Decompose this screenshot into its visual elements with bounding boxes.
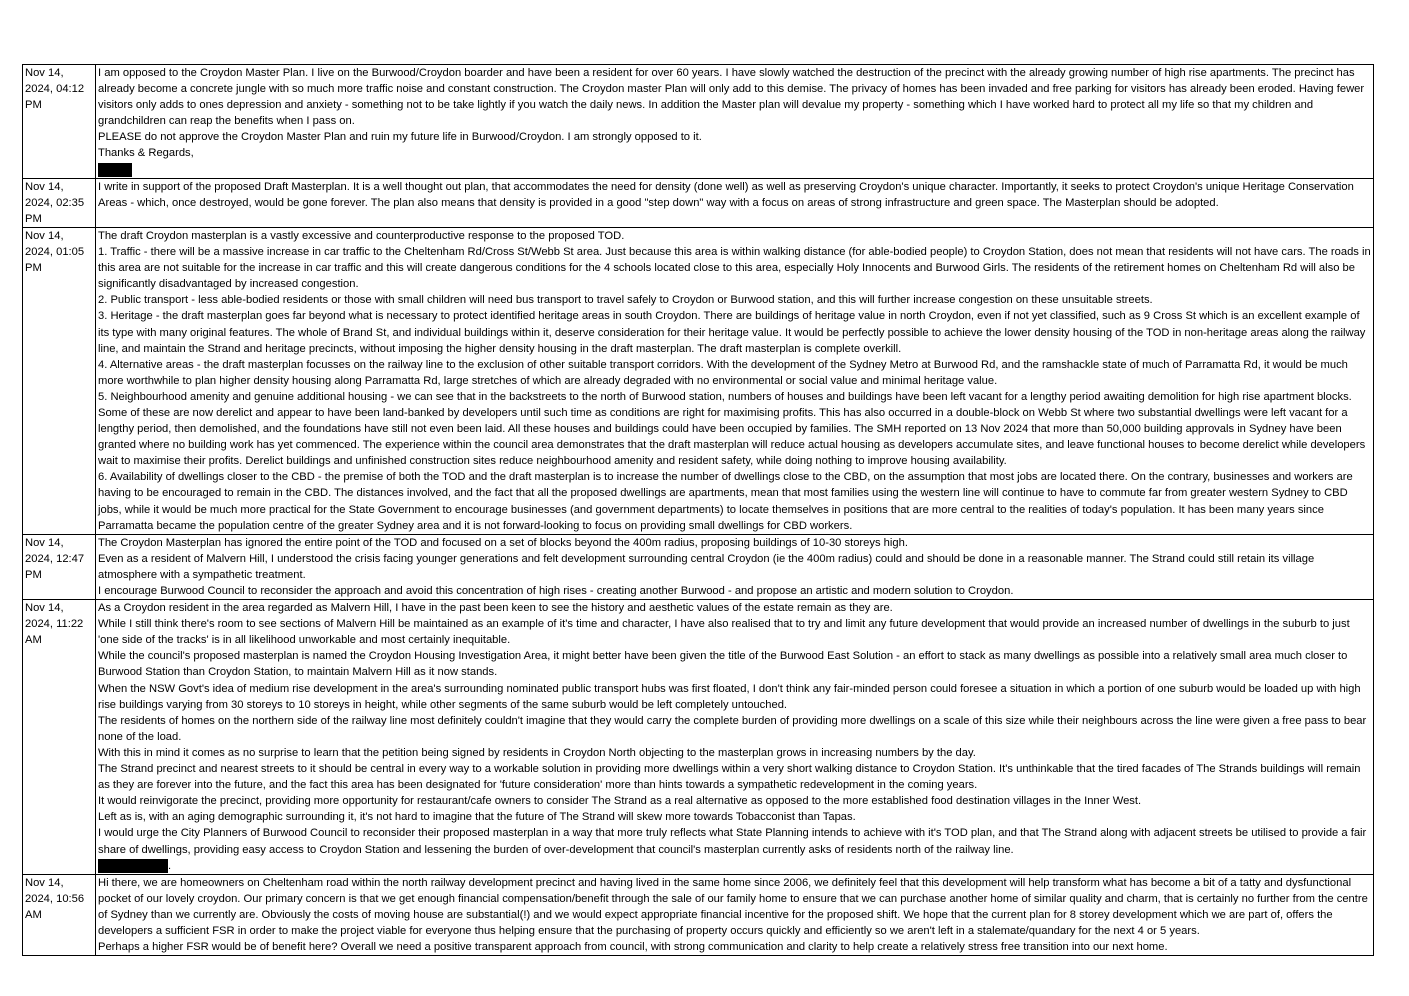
signature-line [98, 162, 1371, 178]
paragraph: I write in support of the proposed Draft Masterplan. It is a well thought out plan, that accommodates the need for density (done well) as well as preserving Croydon's unique character. Importantly, it seeks to protect Croydon's unique Heritage Conservation Areas - which, once destroyed, would be gone forever. The plan also means that density is provided in a good "step down" way with a focus on areas of strong infrastructure and green space. The Masterplan should be adopted. [98, 180, 1354, 209]
redacted-name [98, 163, 132, 177]
submissions-sheet [22, 64, 1374, 956]
table-row [23, 600, 1374, 875]
paragraph: While I still think there's room to see sections of Malvern Hill be maintained as an example of it's time and character, I have also realised that to try and limit any future development that would provide an increased number of dwellings in the suburb to just 'one side of the tracks' is in all likelihood unworkable and most certainly inequitable. [98, 618, 1350, 647]
submission-date: Nov 14, 2024, 12:47 PM [23, 534, 96, 599]
paragraph: The Strand precinct and nearest streets to it should be central in every way to a workable solution in providing more dwellings within a very short walking distance to Croydon Station. It's unthinkable that the tired facades of The Strands buildings will remain as they are forever into the future, and the fact this area has been designated for 'future consideration' more than hints towards a sympathetic redevelopment in the coming years. [98, 763, 1361, 792]
paragraph: The draft Croydon masterplan is a vastly excessive and counterproductive response to the proposed TOD. [98, 229, 625, 242]
paragraph: 4. Alternative areas - the draft masterplan focusses on the railway line to the exclusion of other suitable transport corridors. With the development of the Sydney Metro at Burwood Rd, and the ramshackle state of much of Parramatta Rd, it would be much more worthwhile to plan higher density housing along Parramatta Rd, large stretches of which are already degraded with no environmental or social value and minimal heritage value. [98, 358, 1348, 387]
table-row [23, 178, 1374, 227]
submission-date: Nov 14, 2024, 01:05 PM [23, 227, 96, 534]
submissions-table [22, 64, 1374, 956]
paragraph: 3. Heritage - the draft masterplan goes far beyond what is necessary to protect identified heritage areas in south Croydon. There are buildings of heritage value in north Croydon, even if not yet classified, such as 9 Cross St which is an excellent example of its type with many original features. The whole of Brand St, and individual buildings within it, deserve consideration for their heritage value. It would be perfectly possible to achieve the lower density housing of the TOD in non-heritage areas along the railway line, and maintain the Strand and heritage precincts, without imposing the higher density housing in the draft masterplan. The draft masterplan is complete overkill. [98, 310, 1366, 355]
paragraph: Perhaps a higher FSR would be of benefit here? Overall we need a positive transparent approach from council, with strong communication and clarity to help create a relatively stress free transition into our next home. [98, 941, 1168, 954]
table-row [23, 874, 1374, 955]
paragraph: PLEASE do not approve the Croydon Master Plan and ruin my future life in Burwood/Croydon. I am strongly opposed to it. [98, 131, 702, 144]
paragraph: The Croydon Masterplan has ignored the entire point of the TOD and focused on a set of blocks beyond the 400m radius, proposing buildings of 10-30 storeys high. [98, 536, 908, 549]
paragraph: While the council's proposed masterplan is named the Croydon Housing Investigation Area, it might better have been given the title of the Burwood East Solution - an effort to stack as many dwellings as possible into a relatively small area much closer to Burwood Station than Croydon Station, to maintain Malvern Hill as it now stands. [98, 650, 1348, 679]
signature-line: . [98, 858, 1371, 874]
submission-date: Nov 14, 2024, 11:22 AM [23, 600, 96, 875]
paragraph: 1. Traffic - there will be a massive increase in car traffic to the Cheltenham Rd/Cross St/Webb St area. Just because this area is within walking distance (for able-bodied people) to Croydon Station, does not mean that residents will not have cars. The roads in this area are not suitable for the increase in car traffic and this will create dangerous conditions for the 4 schools located close to this area, especially Holy Innocents and Burwood Girls. The residents of the retirement homes on Cheltenham Rd will also be significantly disadvantaged by increased congestion. [98, 246, 1371, 291]
table-row [23, 65, 1374, 179]
submission-date: Nov 14, 2024, 02:35 PM [23, 178, 96, 227]
submission-text [96, 178, 1374, 227]
submission-date: Nov 14, 2024, 04:12 PM [23, 65, 96, 179]
paragraph: I encourage Burwood Council to reconsider the approach and avoid this concentration of high rises - creating another Burwood - and propose an artistic and modern solution to Croydon. [98, 585, 1014, 597]
paragraph: It would reinvigorate the precinct, providing more opportunity for restaurant/cafe owners to consider The Strand as a real alternative as opposed to the more established food destination villages in the Inner West. [98, 795, 1142, 808]
submission-date: Nov 14, 2024, 10:56 AM [23, 874, 96, 955]
paragraph: Even as a resident of Malvern Hill, I understood the crisis facing younger generations and felt development surrounding central Croydon (ie the 400m radius) could and should be done in a reasonable manner. The Strand could still retain its village atmosphere with a sympathetic treatment. [98, 552, 1315, 581]
paragraph: I would urge the City Planners of Burwood Council to reconsider their proposed masterplan in a way that more truly reflects what State Planning intends to achieve with it's TOD plan, and that The Strand along with adjacent streets be utilised to provide a fair share of dwellings, providing easy access to Croydon Station and lessening the burden of over-development that council's masterplan currently asks of residents north of the railway line. [98, 827, 1367, 856]
paragraph: 6. Availability of dwellings closer to the CBD - the premise of both the TOD and the draft masterplan is to increase the number of dwellings close to the CBD, on the assumption that most jobs are located there. On the contrary, businesses and workers are having to be encouraged to remain in the CBD. The distances involved, and the fact that all the proposed dwellings are apartments, mean that most families using the western line will continue to have to commute far from greater western Sydney to CBD jobs, while it would be much more practical for the State Government to encourage businesses (and government departments) to locate themselves in positions that are more central to the realities of today's population. It has been many years since Parramatta became the population centre of the greater Sydney area and it is not forward-looking to focus on providing small dwellings for CBD workers. [98, 471, 1353, 532]
submission-text [96, 65, 1374, 179]
paragraph: With this in mind it comes as no surprise to learn that the petition being signed by residents in Croydon North objecting to the masterplan grows in increasing numbers by the day. [98, 746, 976, 759]
paragraph: As a Croydon resident in the area regarded as Malvern Hill, I have in the past been keen to see the history and aesthetic values of the estate remain as they are. [98, 602, 893, 615]
submission-text [96, 534, 1374, 599]
submission-text [96, 874, 1374, 955]
paragraph: 2. Public transport - less able-bodied residents or those with small children will need bus transport to travel safely to Croydon or Burwood station, and this will further increase congestion on these unsuitable streets. [98, 294, 1153, 307]
redacted-name [98, 859, 168, 873]
paragraph: I am opposed to the Croydon Master Plan. I live on the Burwood/Croydon boarder and have been a resident for over 60 years. I have slowly watched the destruction of the precinct with the already growing number of high rise apartments. The precinct has already become a concrete jungle with so much more traffic noise and constant construction. The Croydon master Plan will only add to this demise. The privacy of homes has been invaded and free parking for visitors has already been eroded. Having fewer visitors only adds to ones depression and anxiety - something not to be take lightly if you watch the daily news. In addition the Master plan will devalue my property - something which I have worked hard to protect all my life so that my children and grandchildren can reap the benefits when I pass on. [98, 67, 1365, 128]
table-row [23, 534, 1374, 599]
submission-text [96, 600, 1374, 875]
paragraph: Left as is, with an aging demographic surrounding it, it's not hard to imagine that the future of The Strand will skew more towards Tobacconist than Tapas. [98, 811, 856, 824]
submission-text [96, 227, 1374, 534]
paragraph: 5. Neighbourhood amenity and genuine additional housing - we can see that in the backstreets to the north of Burwood station, numbers of houses and buildings have been left vacant for a lengthy period awaiting demolition for high rise apartment blocks. Some of these are now derelict and appear to have been land-banked by developers until such time as conditions are right for maximising profits. This has also occurred in a double-block on Webb St where two substantial dwellings were left vacant for a lengthy period, then demolished, and the foundations have still not even been laid. All these houses and buildings could have been occupied by families. The SMH reported on 13 Nov 2024 that more than 50,000 building approvals in Sydney have been granted where no building work has yet commenced. The experience within the council area demonstrates that the draft masterplan will reduce actual housing as developers accumulate sites, and leave functional houses to become derelict while developers wait to maximise their profits. Derelict buildings and unfinished construction sites reduce neighbourhood amenity and resident safety, while doing nothing to improve housing availability. [98, 390, 1366, 468]
table-row [23, 227, 1374, 534]
paragraph: Thanks & Regards, [98, 147, 194, 160]
paragraph: The residents of homes on the northern side of the railway line most definitely couldn't imagine that they would carry the complete burden of providing more dwellings on a scale of this size while their neighbours across the line were given a free pass to bear none of the load. [98, 714, 1367, 743]
paragraph: Hi there, we are homeowners on Cheltenham road within the north railway development precinct and having lived in the same home since 2006, we definitely feel that this development will help transform what has become a bit of a tatty and dysfunctional pocket of our lovely croydon. Our primary concern is that we get enough financial compensation/benefit through the sale of our family home to ensure that we can purchase another home of similar quality and charm, that is certainly no further from the centre of Sydney than we currently are. Obviously the costs of moving house are substantial(!) and we would expect appropriate financial incentive for the proposed shift. We hope that the current plan for 8 storey development which we are part of, offers the developers a sufficient FSR in order to make the project viable for everyone thus helping ensure that the purchasing of property occurs quickly and efficiently so we aren't left in a stalemate/quandary for the next 4 or 5 years. [98, 876, 1368, 937]
paragraph: When the NSW Govt's idea of medium rise development in the area's surrounding nominated public transport hubs was first floated, I don't think any fair-minded person could foresee a situation in which a portion of one suburb would be loaded up with high rise buildings varying from 30 storeys to 10 storeys in height, while other segments of the same suburb would be left completely untouched. [98, 682, 1361, 711]
